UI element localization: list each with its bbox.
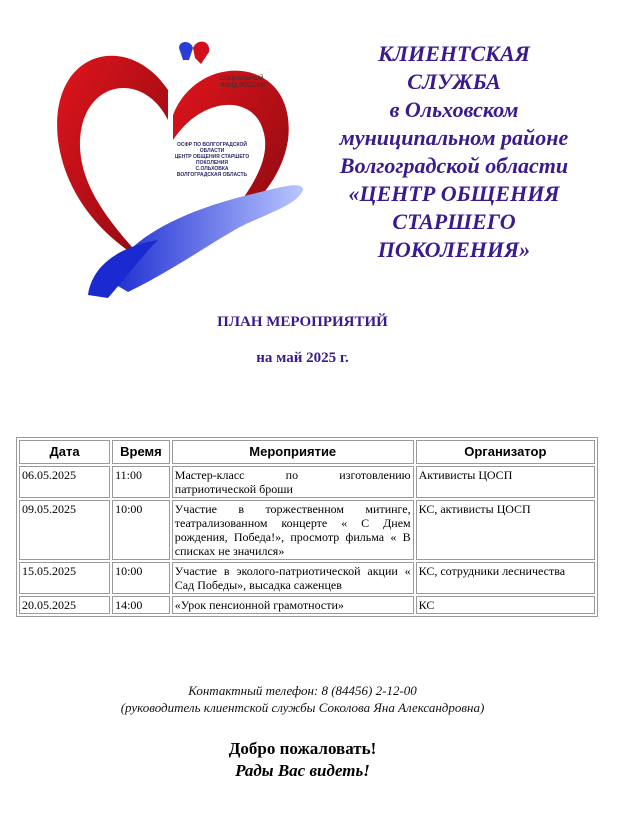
cell-time: 10:00 [112,500,170,560]
cell-date: 15.05.2025 [19,562,110,594]
events-table [16,437,598,617]
table-header-row [19,440,595,464]
cell-time: 10:00 [112,562,170,594]
title-line: Волгоградской области [339,153,569,178]
fund-name [220,76,265,90]
header-event: Мероприятие [172,440,414,464]
service-title [318,40,590,264]
cell-event: Мастер-класс по изготовлению патриотической броши [172,466,414,498]
contact-phone: Контактный телефон: 8 (84456) 2-12-00 [188,683,417,698]
plan-title: ПЛАН МЕРОПРИЯТИЙ [217,314,388,330]
cell-date: 06.05.2025 [19,466,110,498]
fund-name-line: ФОНД РОССИИ [220,83,266,89]
cell-event: Участие в эколого-патриотической акции « Сад Победы», высадка саженцев [172,562,414,594]
title-line: в Ольховском [389,97,519,122]
cell-event: «Урок пенсионной грамотности» [172,596,414,614]
cell-time: 14:00 [112,596,170,614]
contact-manager: (руководитель клиентской службы Соколова Яна Александровна) [120,700,485,715]
cell-date: 09.05.2025 [19,500,110,560]
logo-caption-line: ЦЕНТР ОБЩЕНИЯ СТАРШЕГО [174,154,250,160]
header-time: Время [112,440,170,464]
welcome-text: Добро пожаловать! [228,739,377,758]
cell-organizer: Активисты ЦОСП [416,466,595,498]
table-row [19,562,595,594]
logo-caption-line: С.ОЛЬХОВКА [195,166,229,172]
title-line: КЛИЕНТСКАЯ [378,41,530,66]
logo-caption-line: ВОЛГОГРАДСКАЯ ОБЛАСТЬ [176,172,248,178]
cell-organizer: КС, сотрудники лесничества [416,562,595,594]
cell-time: 11:00 [112,466,170,498]
table-row [19,466,595,498]
title-line: «ЦЕНТР ОБЩЕНИЯ [348,181,560,206]
plan-period: на май 2025 г. [256,350,349,366]
header-organizer: Организатор [416,440,595,464]
fund-name-line: СОЦИАЛЬНЫЙ [220,76,264,82]
logo-caption-line: ОСФР ПО ВОЛГОГРАДСКОЙ ОБЛАСТИ [176,142,247,154]
title-line: СЛУЖБА [407,69,501,94]
logo-caption [166,142,258,178]
title-line: СТАРШЕГО [392,209,516,234]
table-row [19,596,595,614]
cell-organizer: КС, активисты ЦОСП [416,500,595,560]
header-date: Дата [19,440,110,464]
table-row [19,500,595,560]
cell-date: 20.05.2025 [19,596,110,614]
cell-event: Участие в торжественном митинге, театрализованном концерте « С Днем рождения, Победа!», просмотр фильма « В списках не значился» [172,500,414,560]
logo [48,30,308,305]
title-line: муниципальном районе [339,125,569,150]
logo-caption-line: ПОКОЛЕНИЯ [196,160,228,166]
welcome-subtext: Рады Вас видеть! [235,761,370,780]
cell-organizer: КС [416,596,595,614]
title-line: ПОКОЛЕНИЯ» [377,237,531,262]
